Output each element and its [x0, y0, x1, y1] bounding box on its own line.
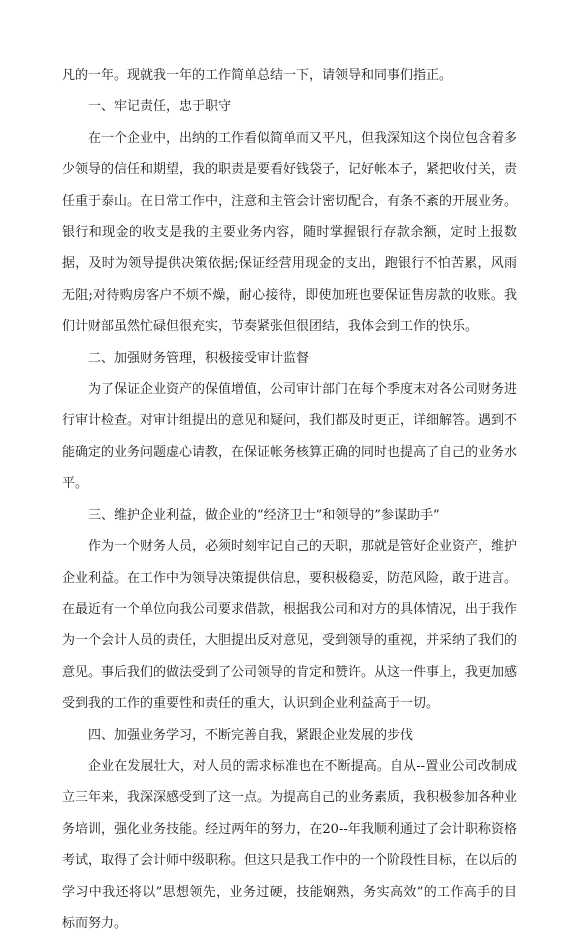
paragraph-intro-continuation: 凡的一年。现就我一年的工作简单总结一下，请领导和同事们指正。 — [62, 68, 453, 83]
paragraph-section-1: 在一个企业中，出纳的工作看似简单而又平凡，但我深知这个岗位包含着多少领导的信任和期望，我的职责是要看好钱袋子，记好帐本子，紧把收付关，责任重于泰山。在日常工作中，注意和主管会计密切配合，有条不紊的开展业务。银行和现金的收支是我的主要业务内容，随时掌握银行存款余额，定时上报数据，及时为领导提供决策依据;保证经营用现金的支出，跑银行不怕苦累，风雨无阻;对待购房客户不烦不燥，耐心接待，即使加班也要保证售房款的收账。我们计财部虽然忙碌但很充实，节奏紧张但很团结，我体会到工作的快乐。 — [62, 130, 518, 335]
section-heading-4: 四、加强业务学习，不断完善自我，紧跟企业发展的步伐 — [88, 727, 414, 743]
section-heading-1: 一、牢记责任，忠于职守 — [88, 99, 232, 115]
paragraph-section-2: 为了保证企业资产的保值增值，公司审计部门在每个季度末对各公司财务进行审计检查。对审计组提出的意见和疑问，我们都及时更正，详细解答。遇到不能确定的业务问题虚心请教，在保证帐务核算正确的同时也提高了自己的业务水平。 — [62, 382, 518, 492]
paragraph-section-4: 企业在发展壮大，对人员的需求标准也在不断提高。自从--置业公司改制成立三年来，我深深感受到了这一点。为提高自己的业务素质，我积极参加各种业务培训，强化业务技能。经过两年的努力，在20--年我顺利通过了会计职称资格考试，取得了会计师中级职称。但这只是我工作中的一个阶段性目标，在以后的学习中我还将以”思想领先，业务过硬，技能娴熟，务实高效”的工作高手的目标而努力。 — [62, 758, 518, 931]
section-heading-3: 三、维护企业利益，做企业的”经济卫士”和领导的”参谋助手” — [88, 507, 440, 523]
section-heading-2: 二、加强财务管理，积极接受审计监督 — [88, 350, 310, 366]
paragraph-section-3: 作为一个财务人员，必须时刻牢记自己的天职，那就是管好企业资产，维护企业利益。在工作中为领导决策提供信息，要积极稳妥，防范风险，敢于进言。在最近有一个单位向我公司要求借款，根据我公司和对方的具体情况，出于我作为一个会计人员的责任，大胆提出反对意见，受到领导的重视，并采纳了我们的意见。事后我们的做法受到了公司领导的肯定和赞许。从这一件事上，我更加感受到我的工作的重要性和责任的重大，认识到企业利益高于一切。 — [62, 539, 518, 712]
